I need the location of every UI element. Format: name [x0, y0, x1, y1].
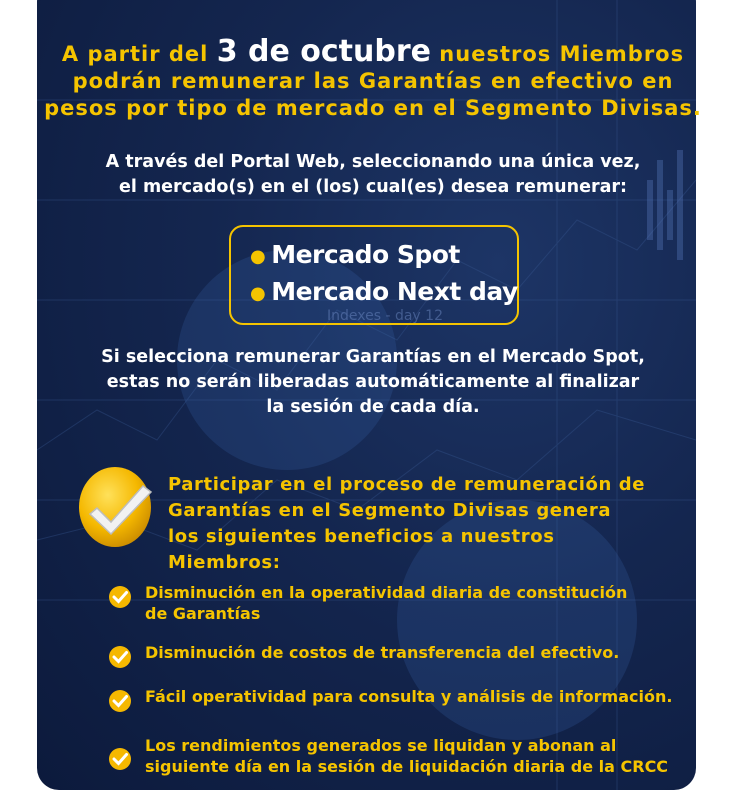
- benefits-intro-line1: Participar en el proceso de remuneración de: [168, 474, 646, 495]
- intro-line3: pesos por tipo de mercado en el Segmento Divisas.: [44, 96, 702, 120]
- market-label: Mercado Next day: [271, 277, 518, 306]
- bullet-icon: ●: [250, 282, 266, 304]
- benefits-intro-line2: Garantías en el Segmento Divisas genera: [168, 500, 612, 521]
- portal-line1: A través del Portal Web, seleccionando una única vez,: [105, 152, 641, 172]
- spot-note: [0, 345, 746, 420]
- intro-heading: [0, 34, 746, 122]
- check-icon: [108, 747, 132, 771]
- check-icon: [108, 645, 132, 669]
- benefit-line1: Fácil operatividad para consulta y análisis de información.: [145, 687, 673, 706]
- intro-pre: A partir del: [61, 42, 217, 66]
- bullet-icon: ●: [250, 245, 266, 267]
- intro-line2: podrán remunerar las Garantías en efectivo en: [72, 69, 674, 93]
- benefit-line1: Los rendimientos generados se liquidan y abonan al: [145, 736, 617, 755]
- background-watermark-text: Indexes - day 12: [327, 308, 443, 324]
- portal-text: [0, 150, 746, 200]
- benefit-line1: Disminución en la operatividad diaria de constitución: [145, 583, 628, 602]
- check-badge-icon: [77, 462, 157, 548]
- benefits-intro: [168, 472, 668, 576]
- market-item-next-day: [250, 277, 518, 306]
- benefits-intro-line3: los siguientes beneficios a nuestros Miembros:: [168, 526, 555, 573]
- benefit-line2: siguiente día en la sesión de liquidación diaria de la CRCC: [145, 757, 669, 776]
- intro-date: 3 de octubre: [216, 34, 431, 69]
- market-label: Mercado Spot: [271, 240, 460, 269]
- portal-line2: el mercado(s) en el (los) cual(es) desea remunerar:: [118, 177, 628, 197]
- benefit-line2: de Garantías: [145, 604, 261, 623]
- note-line1: Si selecciona remunerar Garantías en el Mercado Spot,: [101, 347, 645, 367]
- intro-post: nuestros Miembros: [430, 42, 685, 66]
- check-icon: [108, 585, 132, 609]
- note-line2: estas no serán liberadas automáticamente al finalizar: [106, 372, 640, 392]
- note-line3: la sesión de cada día.: [266, 397, 480, 417]
- benefit-line1: Disminución de costos de transferencia del efectivo.: [145, 643, 620, 662]
- market-item-spot: [250, 240, 460, 269]
- check-icon: [108, 689, 132, 713]
